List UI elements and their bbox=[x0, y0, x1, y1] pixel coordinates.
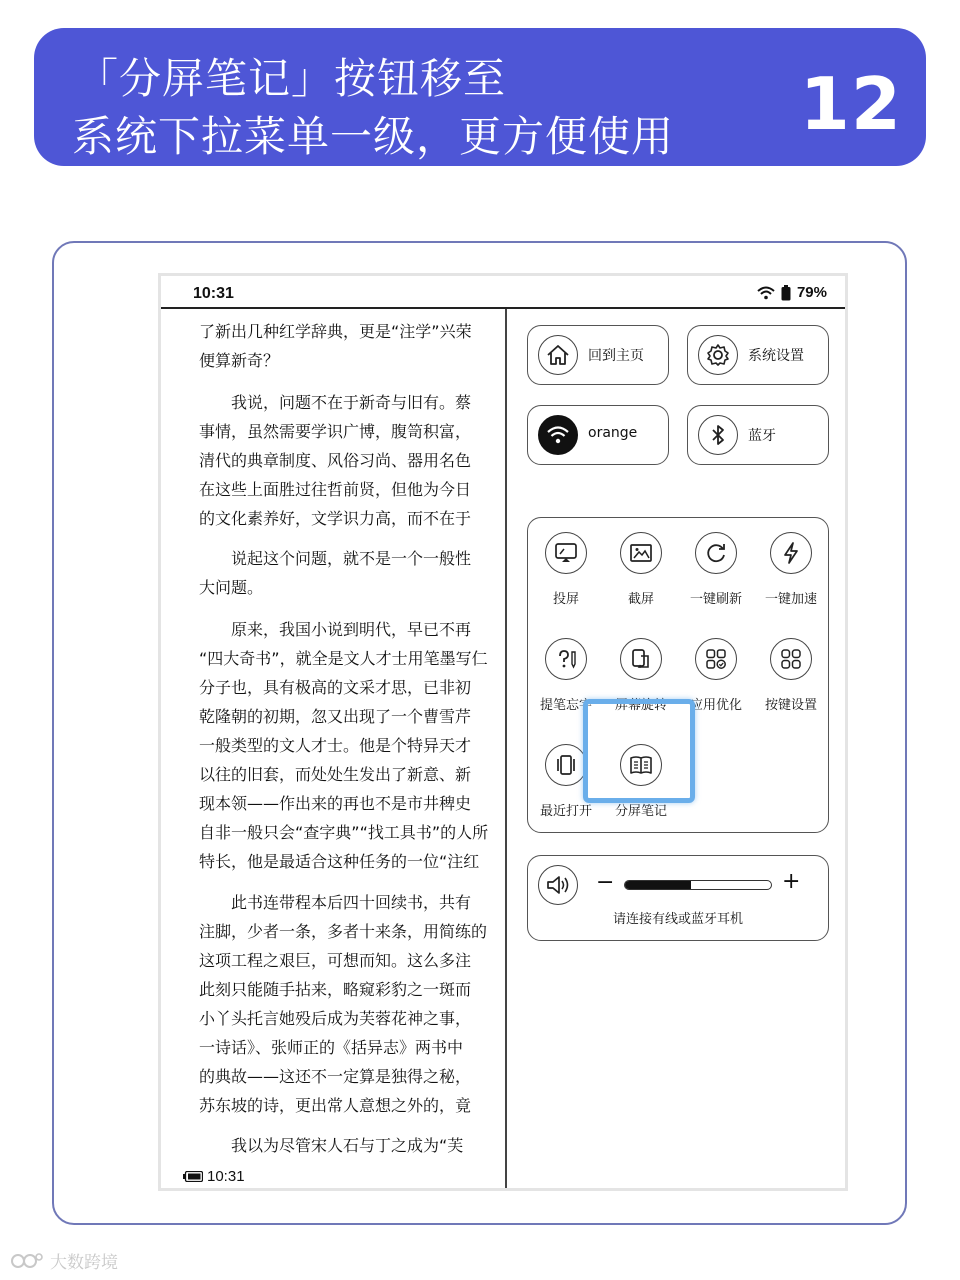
accelerate-button[interactable] bbox=[753, 532, 829, 622]
reader-line: 我说，问题不在于新奇与旧有。蔡 bbox=[199, 393, 472, 412]
battery-icon bbox=[183, 1171, 203, 1182]
reader-line: 苏东坡的诗，更出常人意想之外的，竟 bbox=[199, 1096, 472, 1115]
pen-recall-label: 提笔忘字 bbox=[539, 698, 592, 713]
status-time: 10:31 bbox=[193, 285, 234, 302]
system-settings-button[interactable] bbox=[687, 325, 829, 385]
reader-line: 大问题。 bbox=[199, 578, 264, 597]
cast-label: 投屏 bbox=[552, 592, 579, 607]
volume-slider[interactable] bbox=[624, 880, 772, 890]
lightning-icon bbox=[770, 532, 812, 574]
reader-pane[interactable] bbox=[161, 309, 505, 1191]
cast-icon bbox=[545, 532, 587, 574]
reader-line: 一诗话》、张师正的《括异志》两书中 bbox=[199, 1038, 464, 1057]
reader-line: 的文化素养好，文学识力高，而不在于 bbox=[199, 509, 472, 528]
reader-line: 一般类型的文人才士。他是个特异天才 bbox=[199, 736, 472, 755]
app-optimize-label: 应用优化 bbox=[689, 698, 742, 713]
reader-line: 清代的典章制度、风俗习尚、器用名色 bbox=[199, 451, 472, 470]
cast-button[interactable] bbox=[528, 532, 604, 622]
reader-line: 分子也，具有极高的文采才思，已非初 bbox=[199, 678, 472, 697]
screenshot-button[interactable] bbox=[603, 532, 679, 622]
bluetooth-icon bbox=[698, 415, 738, 455]
reader-line: 原来，我国小说到明代，早已不再 bbox=[199, 620, 472, 639]
reader-line: 事情，虽然需要学识广博，腹笥积富， bbox=[199, 422, 472, 441]
device-screen bbox=[158, 273, 848, 1191]
reader-footer bbox=[183, 1168, 245, 1185]
key-settings-button[interactable] bbox=[753, 638, 829, 728]
reader-line: 这项工程之艰巨，可想而知。这么多注 bbox=[199, 951, 472, 970]
reader-line: 的典故——这还不一定算是独得之秘， bbox=[199, 1067, 472, 1086]
watermark bbox=[10, 1248, 118, 1273]
pen-question-icon bbox=[545, 638, 587, 680]
reader-line: 此书连带程本后四十回续书，共有 bbox=[199, 893, 472, 912]
status-bar bbox=[161, 276, 845, 308]
screenshot-icon bbox=[620, 532, 662, 574]
volume-hint: 请连接有线或蓝牙耳机 bbox=[612, 912, 743, 927]
home-icon bbox=[538, 335, 578, 375]
reader-footer-time: 10:31 bbox=[207, 1168, 245, 1185]
speaker-icon[interactable] bbox=[538, 865, 578, 905]
status-indicators bbox=[757, 284, 827, 301]
volume-up-button[interactable]: + bbox=[782, 869, 801, 894]
battery-percent: 79% bbox=[796, 284, 827, 301]
reader-line: 了新出几种红学辞典，更是“注学”兴荣 bbox=[199, 322, 472, 341]
volume-down-button[interactable]: − bbox=[596, 870, 615, 895]
bluetooth-label: 蓝牙 bbox=[748, 428, 776, 444]
apps-optimize-icon bbox=[695, 638, 737, 680]
bluetooth-toggle[interactable] bbox=[687, 405, 829, 465]
wifi-icon bbox=[757, 286, 775, 300]
split-note-label: 分屏笔记 bbox=[614, 804, 667, 819]
keys-icon bbox=[770, 638, 812, 680]
reader-line: “四大奇书”，就全是文人才士用笔墨写仁 bbox=[199, 649, 488, 668]
watermark-logo-icon bbox=[10, 1250, 44, 1272]
home-label: 回到主页 bbox=[588, 348, 644, 364]
reader-line: 以往的旧套，而处处生发出了新意、新 bbox=[199, 765, 472, 784]
wifi-toggle[interactable] bbox=[527, 405, 669, 465]
rotate-screen-label: 屏幕旋转 bbox=[614, 698, 667, 713]
refresh-label: 一键刷新 bbox=[689, 592, 742, 607]
control-panel bbox=[507, 309, 845, 1191]
split-note-highlight bbox=[583, 699, 695, 803]
reader-line: 乾隆朝的初期，忽又出现了一个曹雪芹 bbox=[199, 707, 472, 726]
recent-icon bbox=[545, 744, 587, 786]
screenshot-label: 截屏 bbox=[627, 592, 654, 607]
accelerate-label: 一键加速 bbox=[764, 592, 817, 607]
reader-line: 说起这个问题，就不是一个一般性 bbox=[199, 549, 472, 568]
banner-number: 12 bbox=[799, 62, 902, 146]
reader-line: 我以为尽管宋人石与丁之成为“芙 bbox=[199, 1136, 464, 1155]
rotate-icon bbox=[620, 638, 662, 680]
reader-line: 注脚，少者一条，多者十来条，用简练的 bbox=[199, 922, 488, 941]
title-banner bbox=[34, 28, 926, 166]
reader-line: 特长，他是最适合这种任务的一位“注红 bbox=[199, 852, 480, 871]
recent-open-label: 最近打开 bbox=[539, 804, 592, 819]
reader-line: 现本领——作出来的再也不是市井稗史 bbox=[199, 794, 472, 813]
banner-title-line2: 系统下拉菜单一级，更方便使用 bbox=[72, 112, 675, 161]
key-settings-label: 按键设置 bbox=[764, 698, 817, 713]
wifi-icon bbox=[538, 415, 578, 455]
volume-slider-fill bbox=[625, 881, 691, 889]
battery-icon bbox=[781, 285, 791, 301]
reader-line: 此刻只能随手拈来，略窥彩豹之一斑而 bbox=[199, 980, 472, 999]
volume-control bbox=[527, 855, 829, 941]
reader-line: 在这些上面胜过往哲前贤，但他为今日 bbox=[199, 480, 472, 499]
refresh-button[interactable] bbox=[678, 532, 754, 622]
gear-icon bbox=[698, 335, 738, 375]
reader-line: 小丫头托言她殁后成为芙蓉花神之事， bbox=[199, 1009, 472, 1028]
banner-title-line1: 「分屏笔记」按钮移至 bbox=[76, 54, 507, 103]
reader-line: 便算新奇？ bbox=[199, 351, 280, 370]
wifi-network-name: orange bbox=[588, 425, 638, 441]
watermark-text: 大数跨境 bbox=[50, 1253, 118, 1273]
system-settings-label: 系统设置 bbox=[748, 348, 804, 364]
reader-line: 自非一般只会“查字典”“找工具书”的人所 bbox=[199, 823, 489, 842]
home-button[interactable] bbox=[527, 325, 669, 385]
refresh-icon bbox=[695, 532, 737, 574]
